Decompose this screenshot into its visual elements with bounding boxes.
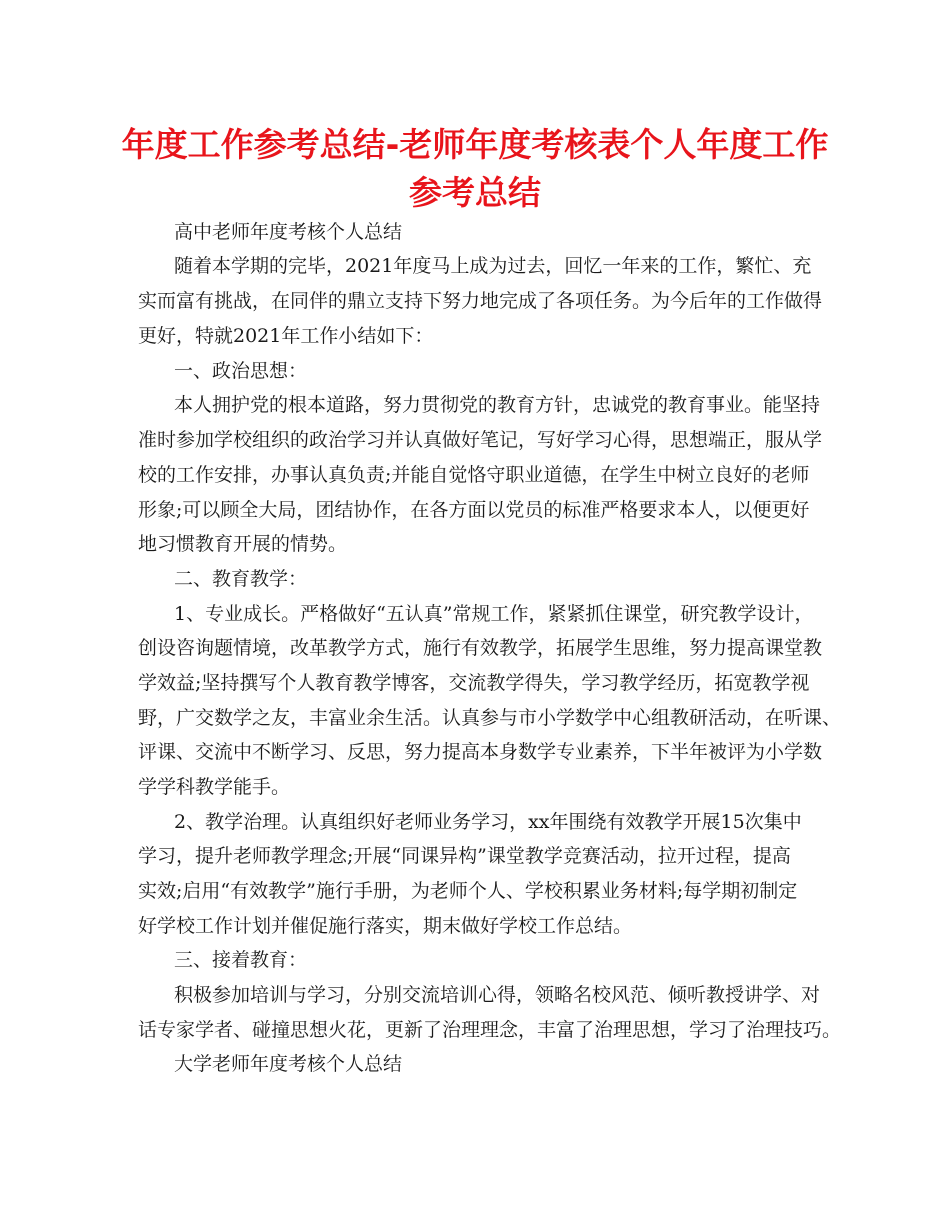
paragraph-line: 更好，特就2021年工作小结如下： (138, 325, 434, 347)
paragraph-line: 学习，提升老师教学理念;开展“同课异构”课堂教学竞赛活动，拉开过程，提高 (138, 845, 791, 867)
paragraph-line: 话专家学者、碰撞思想火花，更新了治理理念，丰富了治理思想，学习了治理技巧。 (138, 1019, 842, 1041)
paragraph-line: 好学校工作计划并催促施行落实，期末做好学校工作总结。 (138, 915, 633, 937)
paragraph-line: 校的工作安排，办事认真负责;并能自觉恪守职业道德，在学生中树立良好的老师 (138, 464, 810, 486)
section-heading: 二、教育教学： (174, 568, 308, 590)
document-title-line-1: 年度工作参考总结-老师年度考核表个人年度工作 (121, 125, 829, 164)
paragraph-line: 1、专业成长。严格做好“五认真”常规工作，紧紧抓住课堂，研究教学设计， (174, 603, 814, 625)
paragraph-line: 随着本学期的完毕，2021年度马上成为过去，回忆一年来的工作，繁忙、充 (174, 255, 812, 277)
paragraph-line: 2、教学治理。认真组织好老师业务学习，xx年围绕有效教学开展15次集中 (174, 811, 802, 833)
subsection-title: 大学老师年度考核个人总结 (174, 1053, 403, 1075)
section-heading: 三、接着教育： (174, 949, 308, 971)
paragraph-line: 学效益;坚持撰写个人教育教学博客，交流教学得失，学习教学经历，拓宽教学视 (138, 672, 810, 694)
paragraph-line: 积极参加培训与学习，分别交流培训心得，领略名校风范、倾听教授讲学、对 (174, 984, 821, 1006)
paragraph-line: 实效;启用“有效教学”施行手册，为老师个人、学校积累业务材料;每学期初制定 (138, 880, 798, 902)
document-title-line-2: 参考总结 (409, 173, 541, 212)
paragraph-line: 实而富有挑战，在同伴的鼎立支持下努力地完成了各项任务。为今后年的工作做得 (138, 290, 823, 312)
paragraph-line: 评课、交流中不断学习、反思，努力提高本身数学专业素养，下半年被评为小学数 (138, 741, 823, 763)
paragraph-line: 地习惯教育开展的情势。 (138, 533, 348, 555)
section-heading: 一、政治思想： (174, 360, 308, 382)
paragraph-line: 野，广交数学之友，丰富业余生活。认真参与市小学数学中心组教研活动，在听课、 (138, 707, 842, 729)
paragraph-line: 高中老师年度考核个人总结 (174, 221, 403, 243)
paragraph-line: 学学科教学能手。 (138, 776, 291, 798)
paragraph-line: 本人拥护党的根本道路，努力贯彻党的教育方针，忠诚党的教育事业。能坚持 (174, 394, 821, 416)
paragraph-line: 创设咨询题情境，改革教学方式，施行有效教学，拓展学生思维，努力提高课堂教 (138, 637, 823, 659)
paragraph-line: 准时参加学校组织的政治学习并认真做好笔记，写好学习心得，思想端正，服从学 (138, 429, 823, 451)
paragraph-line: 形象;可以顾全大局，团结协作，在各方面以党员的标准严格要求本人，以便更好 (138, 499, 810, 521)
